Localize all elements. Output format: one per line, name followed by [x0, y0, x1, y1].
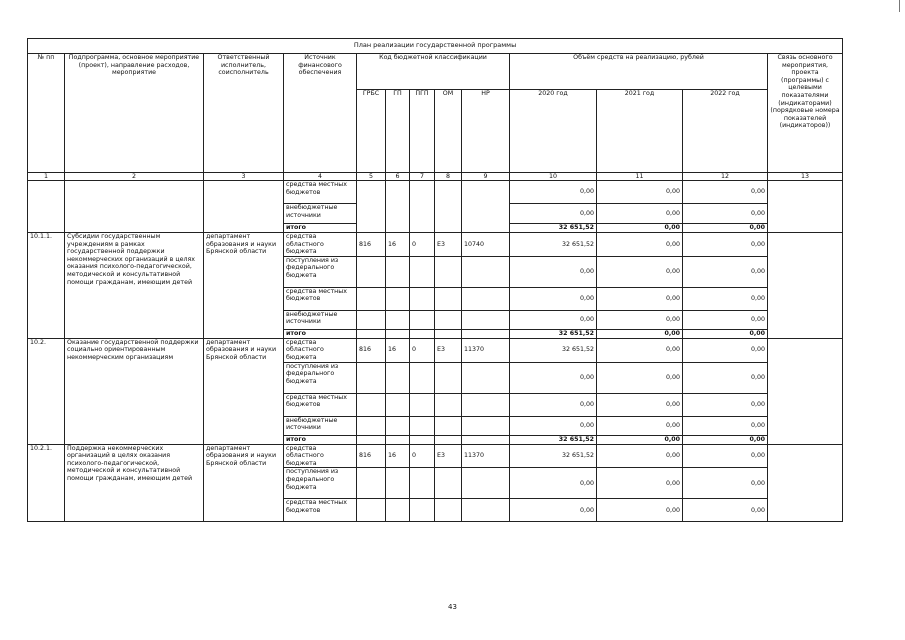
funding-source: средства областного бюджета	[284, 338, 357, 362]
header-source: Источник финансового обеспечения	[284, 54, 357, 173]
code-om	[435, 329, 462, 338]
code-om: Е3	[435, 233, 462, 257]
code-nr	[462, 329, 510, 338]
row-name: Поддержка некоммерческих организаций в целях оказания психолого-педагогической, методической и консультативной помощи гражданам, имеющим детей	[65, 444, 204, 522]
code-pgp	[410, 435, 435, 444]
funding-source: поступления из федерального бюджета	[284, 256, 357, 287]
code-nr	[462, 468, 510, 499]
row-name: Субсидии государственным учреждениям в рамках государственной поддержки некоммерческих организаций в целях оказания психолого-педагогической, методической и консультативной помощи гражданам, имеющим детей	[65, 233, 204, 339]
value-2020: 0,00	[510, 362, 597, 393]
indicator-link	[768, 181, 843, 233]
funding-source: средства местных бюджетов	[284, 287, 357, 310]
funding-source: средства областного бюджета	[284, 444, 357, 468]
code-gp: 16	[386, 338, 410, 362]
code-om	[435, 310, 462, 329]
value-2021: 0,00	[597, 416, 683, 435]
column-number: 3	[204, 173, 284, 181]
value-2020: 0,00	[510, 416, 597, 435]
funding-source: внебюджетные источники	[284, 204, 357, 224]
header-2020: 2020 год	[510, 90, 597, 173]
value-2021: 0,00	[597, 393, 683, 416]
value-2022: 0,00	[683, 329, 768, 338]
code-pgp	[410, 499, 435, 522]
value-2022: 0,00	[683, 435, 768, 444]
value-2022: 0,00	[683, 444, 768, 468]
code-grbs	[357, 393, 386, 416]
column-number: 1	[28, 173, 65, 181]
column-number: 12	[683, 173, 768, 181]
value-2021: 0,00	[597, 310, 683, 329]
code-nr	[462, 416, 510, 435]
table-row	[28, 444, 843, 468]
column-number: 7	[410, 173, 435, 181]
code-gp	[386, 393, 410, 416]
code-gp	[386, 468, 410, 499]
code-pgp	[410, 468, 435, 499]
value-2021: 0,00	[597, 435, 683, 444]
code-grbs	[357, 181, 386, 233]
code-gp	[386, 329, 410, 338]
code-pgp	[410, 416, 435, 435]
indicator-link	[768, 338, 843, 444]
code-grbs	[357, 329, 386, 338]
value-2021: 0,00	[597, 224, 683, 233]
value-2021: 0,00	[597, 204, 683, 224]
plan-table	[27, 38, 843, 522]
plan-table-sheet	[27, 38, 843, 522]
value-2021: 0,00	[597, 499, 683, 522]
code-pgp	[410, 181, 435, 233]
code-grbs	[357, 256, 386, 287]
value-2022: 0,00	[683, 256, 768, 287]
code-gp	[386, 499, 410, 522]
indicator-link	[768, 233, 843, 339]
code-grbs	[357, 362, 386, 393]
code-grbs	[357, 287, 386, 310]
value-2022: 0,00	[683, 362, 768, 393]
funding-source: поступления из федерального бюджета	[284, 468, 357, 499]
code-gp	[386, 362, 410, 393]
code-gp	[386, 181, 410, 233]
code-pgp	[410, 310, 435, 329]
column-number: 13	[768, 173, 843, 181]
column-number: 5	[357, 173, 386, 181]
value-2020: 0,00	[510, 310, 597, 329]
row-name	[65, 181, 204, 233]
value-2022: 0,00	[683, 310, 768, 329]
code-grbs	[357, 499, 386, 522]
code-nr	[462, 499, 510, 522]
code-pgp	[410, 256, 435, 287]
value-2020: 32 651,52	[510, 435, 597, 444]
header-pgp: ПГП	[410, 90, 435, 173]
funding-source: итого	[284, 329, 357, 338]
header-link: Связь основного мероприятия, проекта (программы) с целевыми показателями (индикаторами) (порядковые номера показателей (индикаторов))	[768, 54, 843, 173]
value-2021: 0,00	[597, 181, 683, 204]
code-nr	[462, 256, 510, 287]
code-pgp	[410, 362, 435, 393]
code-om	[435, 256, 462, 287]
code-grbs	[357, 468, 386, 499]
funding-source: внебюджетные источники	[284, 310, 357, 329]
code-nr	[462, 435, 510, 444]
code-om	[435, 287, 462, 310]
code-gp	[386, 416, 410, 435]
value-2022: 0,00	[683, 233, 768, 257]
funding-source: поступления из федерального бюджета	[284, 362, 357, 393]
column-number-row	[28, 173, 843, 181]
row-responsible	[204, 181, 284, 233]
column-number: 2	[65, 173, 204, 181]
funding-source: внебюджетные источники	[284, 416, 357, 435]
value-2022: 0,00	[683, 181, 768, 204]
value-2020: 32 651,52	[510, 224, 597, 233]
column-number: 4	[284, 173, 357, 181]
code-pgp: 0	[410, 338, 435, 362]
code-nr: 11370	[462, 444, 510, 468]
code-gp: 16	[386, 233, 410, 257]
value-2022: 0,00	[683, 287, 768, 310]
code-pgp	[410, 329, 435, 338]
value-2020: 32 651,52	[510, 329, 597, 338]
code-nr	[462, 310, 510, 329]
value-2022: 0,00	[683, 204, 768, 224]
header-subprogram: Подпрограмма, основное мероприятие (проект), направление расходов, мероприятие	[65, 54, 204, 173]
value-2020: 0,00	[510, 499, 597, 522]
value-2020: 0,00	[510, 256, 597, 287]
value-2022: 0,00	[683, 416, 768, 435]
row-num: 10.2.	[28, 338, 65, 444]
code-gp	[386, 256, 410, 287]
code-grbs	[357, 416, 386, 435]
header-grbs: ГРБС	[357, 90, 386, 173]
funding-source: средства областного бюджета	[284, 233, 357, 257]
value-2022: 0,00	[683, 224, 768, 233]
code-om	[435, 435, 462, 444]
value-2020: 32 651,52	[510, 338, 597, 362]
code-om: Е3	[435, 444, 462, 468]
code-grbs: 816	[357, 233, 386, 257]
table-row	[28, 338, 843, 362]
code-nr	[462, 393, 510, 416]
header-nr: НР	[462, 90, 510, 173]
row-responsible: департамент образования и науки Брянской области	[204, 444, 284, 522]
row-name: Оказание государственной поддержки социально ориентированным некоммерческим организациям	[65, 338, 204, 444]
value-2021: 0,00	[597, 468, 683, 499]
funding-source: итого	[284, 224, 357, 233]
table-row	[28, 233, 843, 257]
code-gp	[386, 435, 410, 444]
header-num: № пп	[28, 54, 65, 173]
value-2022: 0,00	[683, 338, 768, 362]
value-2021: 0,00	[597, 329, 683, 338]
value-2021: 0,00	[597, 338, 683, 362]
code-om	[435, 468, 462, 499]
header-responsible: Ответственный исполнитель, соисполнитель	[204, 54, 284, 173]
code-om	[435, 181, 462, 233]
code-nr	[462, 362, 510, 393]
funding-source: средства местных бюджетов	[284, 393, 357, 416]
scan-edge-mark	[899, 0, 900, 12]
code-grbs: 816	[357, 444, 386, 468]
code-om	[435, 416, 462, 435]
header-2021: 2021 год	[597, 90, 683, 173]
column-number: 8	[435, 173, 462, 181]
header-budget-code: Код бюджетной классификации	[357, 54, 510, 90]
code-grbs	[357, 310, 386, 329]
code-nr	[462, 287, 510, 310]
value-2020: 32 651,52	[510, 233, 597, 257]
code-pgp	[410, 287, 435, 310]
value-2022: 0,00	[683, 499, 768, 522]
value-2021: 0,00	[597, 444, 683, 468]
code-om	[435, 362, 462, 393]
value-2020: 0,00	[510, 468, 597, 499]
code-pgp: 0	[410, 444, 435, 468]
code-om	[435, 393, 462, 416]
value-2021: 0,00	[597, 233, 683, 257]
row-responsible: департамент образования и науки Брянской области	[204, 233, 284, 339]
code-gp	[386, 287, 410, 310]
code-gp	[386, 310, 410, 329]
value-2020: 0,00	[510, 287, 597, 310]
value-2020: 0,00	[510, 181, 597, 204]
code-pgp	[410, 393, 435, 416]
value-2021: 0,00	[597, 287, 683, 310]
value-2022: 0,00	[683, 468, 768, 499]
value-2020: 0,00	[510, 393, 597, 416]
code-gp: 16	[386, 444, 410, 468]
funding-source: итого	[284, 435, 357, 444]
code-nr: 11370	[462, 338, 510, 362]
column-number: 10	[510, 173, 597, 181]
table-row	[28, 181, 843, 204]
row-num	[28, 181, 65, 233]
header-volume: Объём средств на реализацию, рублей	[510, 54, 768, 90]
indicator-link	[768, 444, 843, 522]
code-grbs: 816	[357, 338, 386, 362]
row-num: 10.1.1.	[28, 233, 65, 339]
value-2021: 0,00	[597, 362, 683, 393]
value-2020: 0,00	[510, 204, 597, 224]
header-om: ОМ	[435, 90, 462, 173]
value-2021: 0,00	[597, 256, 683, 287]
header-gp: ГП	[386, 90, 410, 173]
code-nr: 10740	[462, 233, 510, 257]
column-number: 11	[597, 173, 683, 181]
row-num: 10.2.1.	[28, 444, 65, 522]
column-number: 9	[462, 173, 510, 181]
funding-source: средства местных бюджетов	[284, 499, 357, 522]
code-nr	[462, 181, 510, 233]
code-pgp: 0	[410, 233, 435, 257]
table-title: План реализации государственной программы	[28, 39, 843, 54]
value-2020: 32 651,52	[510, 444, 597, 468]
value-2022: 0,00	[683, 393, 768, 416]
code-om	[435, 499, 462, 522]
column-number: 6	[386, 173, 410, 181]
code-grbs	[357, 435, 386, 444]
funding-source: средства местных бюджетов	[284, 181, 357, 204]
header-2022: 2022 год	[683, 90, 768, 173]
code-om: Е3	[435, 338, 462, 362]
row-responsible: департамент образования и науки Брянской области	[204, 338, 284, 444]
page-number: 43	[448, 603, 457, 611]
